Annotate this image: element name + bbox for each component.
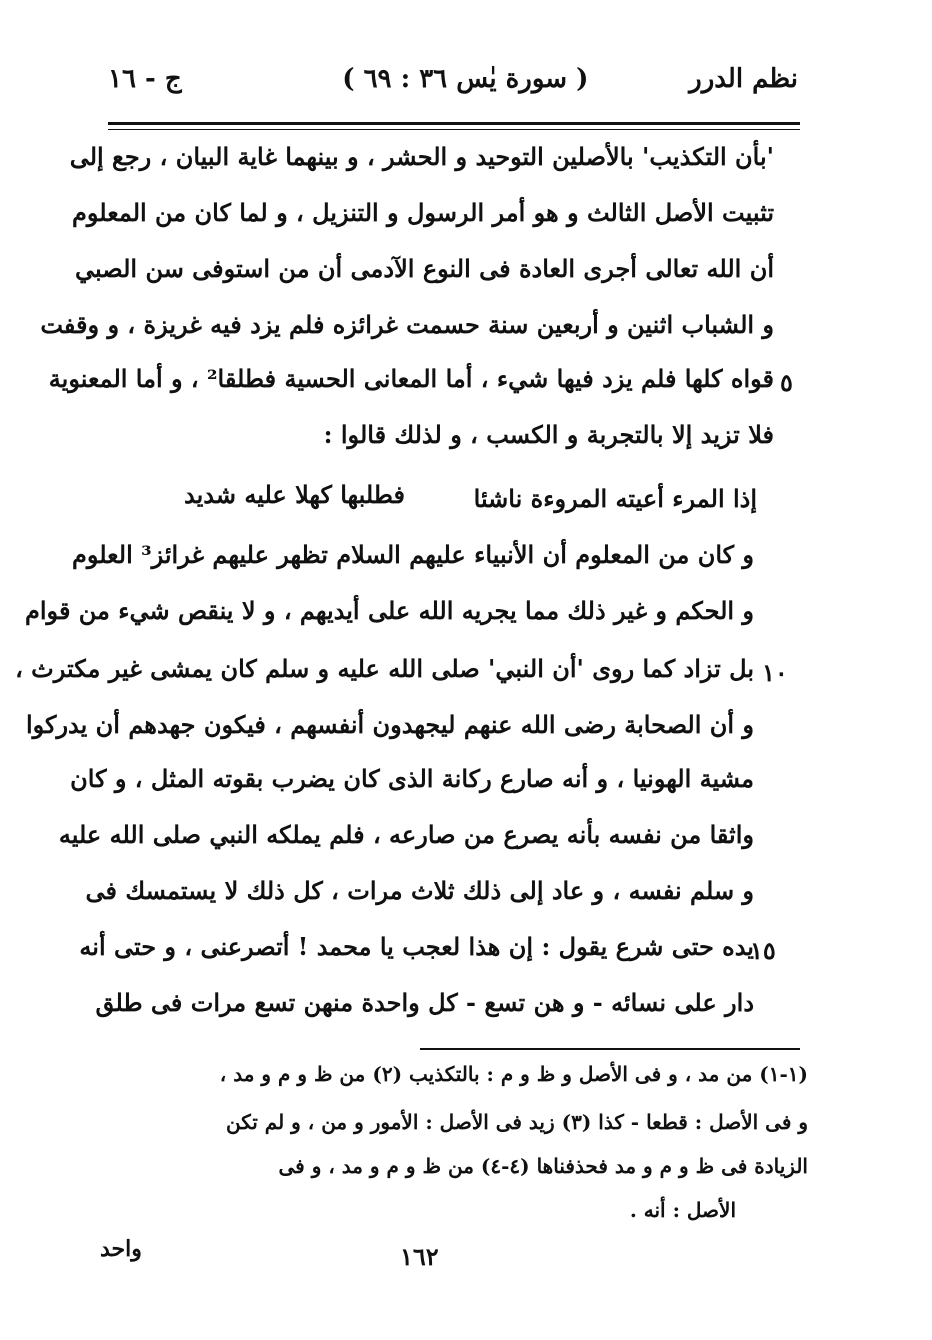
verse-second-hemistich: فطلبها كهلا عليه شديد bbox=[184, 480, 405, 509]
text-line: و أن الصحابة رضى الله عنهم ليجهدون أنفسهم ، فيكون جهدهم أن يدركوا bbox=[25, 710, 754, 739]
page-number: ١٦٢ bbox=[400, 1242, 439, 1271]
header-rule bbox=[108, 122, 800, 125]
text-line: أن الله تعالى أجرى العادة فى النوع الآدمى أن من استوفى سن الصبي bbox=[75, 254, 774, 283]
text-line: بل تزاد كما روى 'أن النبي' صلى الله عليه و سلم كان يمشى غير مكترث ، bbox=[15, 654, 754, 683]
footnote-line: الزيادة فى ظ و م و مد فحذفناها (٤-٤) من ظ و م و مد ، و فى bbox=[278, 1154, 808, 1178]
book-title: نظم الدرر bbox=[689, 64, 798, 94]
surah-reference: ( سورة يٰس ٣٦ : ٦٩ ) bbox=[342, 64, 589, 94]
catchword: واحد bbox=[100, 1236, 142, 1262]
footnote-line: (١-١) من مد ، و فى الأصل و ظ و م : بالتكذيب (٢) من ظ و م و مد ، bbox=[219, 1062, 808, 1086]
text-line: و كان من المعلوم أن الأنبياء عليهم السلام تظهر عليهم غرائز³ العلوم bbox=[71, 540, 754, 569]
text-line: و الشباب اثنين و أربعين سنة حسمت غرائزه فلم يزد فيه غريزة ، و وقفت bbox=[40, 310, 774, 339]
footnote-line: الأصل : أنه . bbox=[629, 1198, 736, 1222]
volume-number: ج - ١٦ bbox=[108, 64, 182, 94]
text-line: تثبيت الأصل الثالث و هو أمر الرسول و التنزيل ، و لما كان من المعلوم bbox=[72, 198, 774, 227]
line-number-15: ١٥ bbox=[750, 936, 776, 965]
text-line: يده حتى شرع يقول : إن هذا لعجب يا محمد ! أتصرعنى ، و حتى أنه bbox=[79, 932, 754, 961]
running-header bbox=[108, 64, 798, 112]
text-line: و سلم نفسه ، و عاد إلى ذلك ثلاث مرات ، كل ذلك لا يستمسك فى bbox=[85, 876, 754, 905]
text-line: و الحكم و غير ذلك مما يجريه الله على أيديهم ، و لا ينقص شيء من قوام bbox=[25, 596, 754, 625]
text-line: فلا تزيد إلا بالتجربة و الكسب ، و لذلك قالوا : bbox=[323, 420, 774, 449]
line-number-5: ٥ bbox=[780, 368, 793, 397]
text-line: مشية الهونيا ، و أنه صارع ركانة الذى كان يضرب بقوته المثل ، و كان bbox=[70, 764, 754, 793]
header-rule-thin bbox=[108, 129, 800, 130]
text-line: واثقا من نفسه بأنه يصرع من صارعه ، فلم يملكه النبي صلى الله عليه bbox=[58, 820, 754, 849]
text-line: دار على نسائه - و هن تسع - كل واحدة منهن تسع مرات فى طلق bbox=[95, 988, 754, 1017]
verse-first-hemistich: إذا المرء أعيته المروءة ناشئا bbox=[473, 484, 757, 513]
footnote-line: و فى الأصل : قطعا - كذا (٣) زيد فى الأصل : الأمور و من ، و لم تكن bbox=[225, 1110, 808, 1134]
text-line: 'بأن التكذيب' بالأصلين التوحيد و الحشر ، و بينهما غاية البيان ، رجع إلى bbox=[69, 142, 774, 171]
text-line: قواه كلها فلم يزد فيها شيء ، أما المعانى الحسية فطلقا² ، و أما المعنوية bbox=[48, 364, 774, 393]
line-number-10: ١٠ bbox=[762, 658, 788, 687]
footnote-rule bbox=[420, 1048, 800, 1050]
